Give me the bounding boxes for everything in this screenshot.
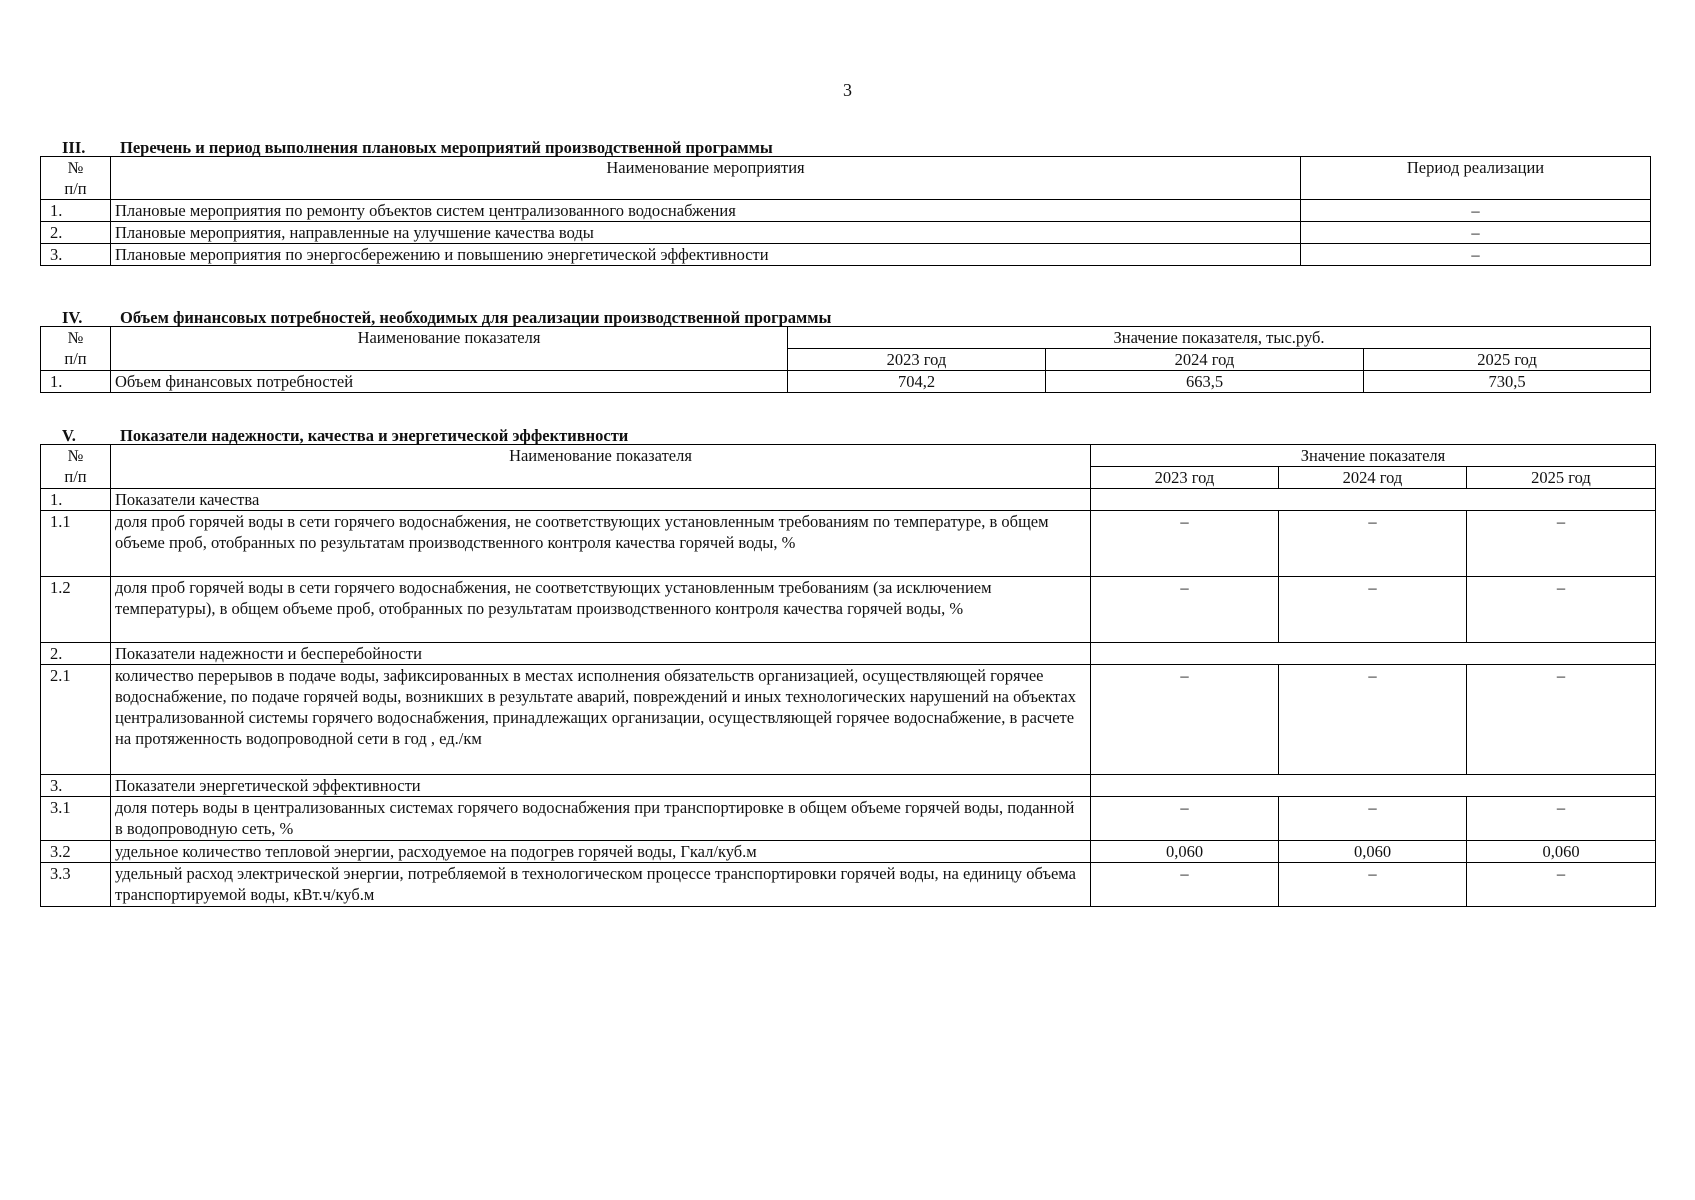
row-value: – [1091,797,1279,841]
section-5-heading [40,424,1656,444]
row-value: – [1091,577,1279,643]
table-header-row [41,157,1651,200]
section-3-title: Перечень и период выполнения плановых мероприятий производственной программы [120,138,773,157]
section-5 [40,424,1656,907]
header-name: Наименование показателя [111,445,1091,489]
row-value: 663,5 [1046,371,1364,393]
section-3 [40,136,1651,266]
table-row [41,222,1651,244]
row-num: 2. [41,222,111,244]
table-row [41,511,1656,577]
table-row [41,797,1656,841]
row-name: Показатели энергетической эффективности [111,775,1091,797]
row-value: – [1467,797,1656,841]
row-name: Плановые мероприятия по ремонту объектов систем централизованного водоснабжения [111,200,1301,222]
row-value: – [1279,577,1467,643]
section-4-roman: IV. [62,308,83,327]
header-year: 2023 год [788,349,1046,371]
row-name: Показатели надежности и бесперебойности [111,643,1091,665]
row-value: – [1279,511,1467,577]
header-year: 2025 год [1467,467,1656,489]
row-name: удельное количество тепловой энергии, расходуемое на подогрев горячей воды, Гкал/куб.м [111,841,1091,863]
row-value: 0,060 [1091,841,1279,863]
section-4 [40,306,1651,393]
header-num-line2: п/п [64,179,87,198]
row-value-empty [1091,643,1656,665]
header-num-line1: № [67,158,84,177]
row-name: Объем финансовых потребностей [111,371,788,393]
row-value-empty [1091,775,1656,797]
header-num-line1: № [67,446,84,465]
row-num: 3.3 [41,863,111,907]
row-value-empty [1091,489,1656,511]
row-num: 2. [41,643,111,665]
header-year: 2023 год [1091,467,1279,489]
row-name: доля проб горячей воды в сети горячего водоснабжения, не соответствующих установленным требованиям по температуре, в общем объеме проб, отобранных по результатам производственного контроля качества горячей воды, % [111,511,1091,577]
table-row [41,863,1656,907]
table-header-row [41,445,1656,467]
section-4-title: Объем финансовых потребностей, необходимых для реализации производственной программы [120,308,832,327]
table-group-row [41,643,1656,665]
row-name: доля потерь воды в централизованных системах горячего водоснабжения при транспортировке в общем объеме горячей воды, поданной в водопроводную сеть, % [111,797,1091,841]
row-value: 730,5 [1364,371,1651,393]
row-period: – [1301,244,1651,266]
section-5-roman: V. [62,426,76,445]
row-value: – [1279,665,1467,775]
row-num: 1.1 [41,511,111,577]
section-3-heading [40,136,1651,156]
row-value: 704,2 [788,371,1046,393]
table-group-row [41,489,1656,511]
table-row [41,577,1656,643]
row-num: 1. [41,489,111,511]
header-name: Наименование показателя [111,327,788,371]
row-name: Плановые мероприятия, направленные на улучшение качества воды [111,222,1301,244]
section-3-table [40,156,1651,266]
section-3-roman: III. [62,138,86,157]
row-name: Показатели качества [111,489,1091,511]
header-year: 2024 год [1279,467,1467,489]
row-name: доля проб горячей воды в сети горячего водоснабжения, не соответствующих установленным требованиям (за исключением температуры), в общем объеме проб, отобранных по результатам производственного контроля качества горячей воды, % [111,577,1091,643]
row-period: – [1301,222,1651,244]
table-header-row [41,327,1651,349]
row-value: – [1467,511,1656,577]
table-row [41,841,1656,863]
section-5-table [40,444,1656,907]
row-value: – [1091,511,1279,577]
header-num-line2: п/п [64,467,87,486]
row-num: 3.1 [41,797,111,841]
header-year: 2025 год [1364,349,1651,371]
header-value: Значение показателя, тыс.руб. [788,327,1651,349]
section-4-table [40,326,1651,393]
table-row [41,371,1651,393]
table-group-row [41,775,1656,797]
table-row [41,665,1656,775]
row-value: 0,060 [1279,841,1467,863]
section-4-heading [40,306,1651,326]
row-value: – [1279,863,1467,907]
header-num-line1: № [67,328,84,347]
row-num: 1. [41,200,111,222]
row-name: удельный расход электрической энергии, потребляемой в технологическом процессе транспортировки горячей воды, на единицу объема транспортируемой воды, кВт.ч/куб.м [111,863,1091,907]
header-num [41,327,111,371]
row-value: – [1467,577,1656,643]
row-num: 1.2 [41,577,111,643]
row-period: – [1301,200,1651,222]
row-value: – [1279,797,1467,841]
row-value: – [1467,665,1656,775]
row-num: 2.1 [41,665,111,775]
row-value: – [1091,665,1279,775]
row-num: 3.2 [41,841,111,863]
table-row [41,200,1651,222]
header-num [41,445,111,489]
row-num: 1. [41,371,111,393]
row-num: 3. [41,244,111,266]
row-num: 3. [41,775,111,797]
header-year: 2024 год [1046,349,1364,371]
header-name: Наименование мероприятия [111,157,1301,200]
header-num-line2: п/п [64,349,87,368]
page-number: 3 [843,80,852,100]
header-num [41,157,111,200]
row-value: 0,060 [1467,841,1656,863]
row-value: – [1467,863,1656,907]
row-name: количество перерывов в подаче воды, зафиксированных в местах исполнения обязательств организацией, осуществляющей горячее водоснабжение, по подаче горячей воды, возникших в результате аварий, повреждений и иных технологических нарушений на объектах централизованной системы горячего водоснабжения, принадлежащих организации, осуществляющей горячее водоснабжение, в расчете на протяженность водопроводной сети в год , ед./км [111,665,1091,775]
row-value: – [1091,863,1279,907]
header-value: Значение показателя [1091,445,1656,467]
header-period: Период реализации [1301,157,1651,200]
table-row [41,244,1651,266]
row-name: Плановые мероприятия по энергосбережению и повышению энергетической эффективности [111,244,1301,266]
section-5-title: Показатели надежности, качества и энергетической эффективности [120,426,629,445]
